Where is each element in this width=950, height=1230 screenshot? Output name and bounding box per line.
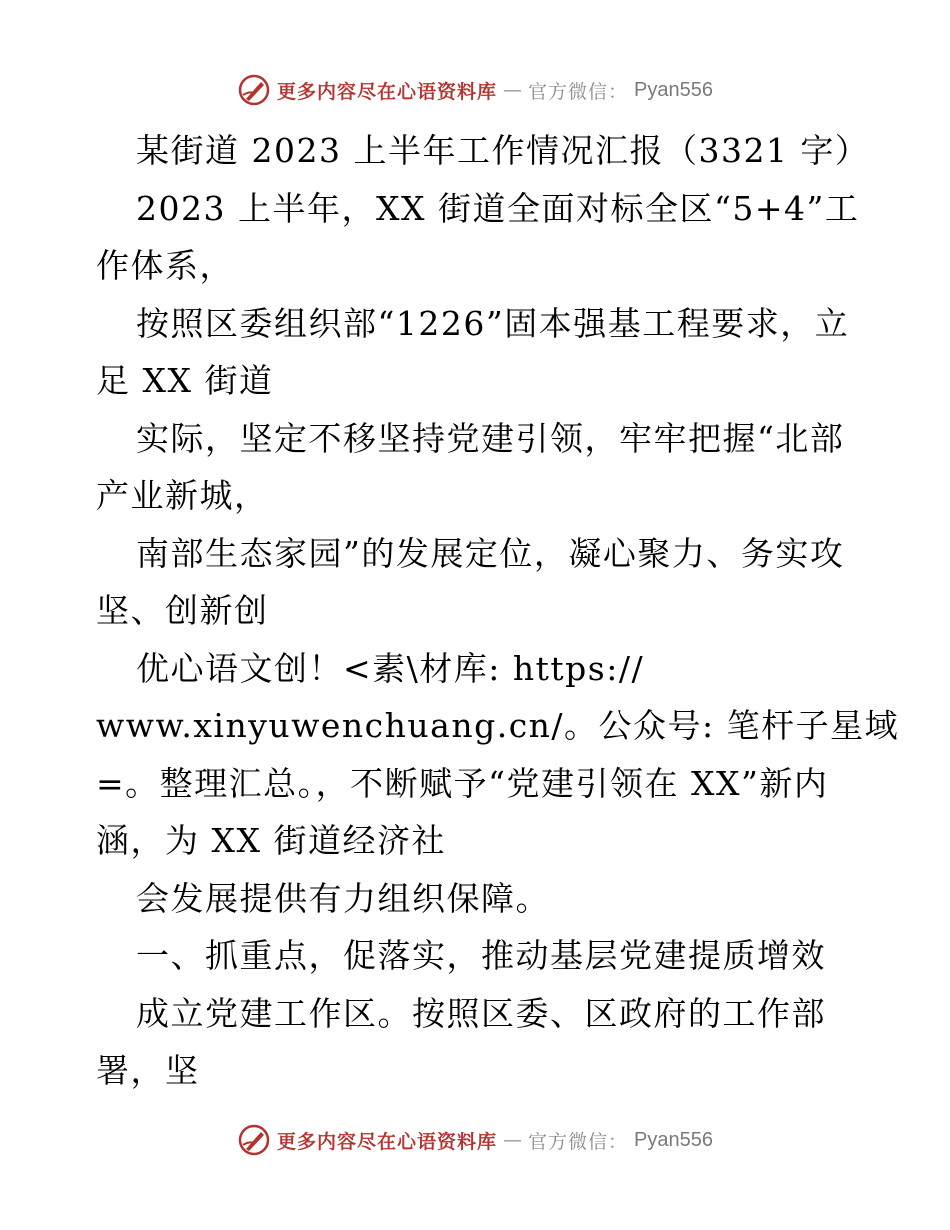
paragraph-line: 坚、创新创 — [96, 591, 269, 630]
feather-pen-logo-icon — [237, 73, 271, 107]
paragraph-line: 2023 上半年，XX 街道全面对标全区“5+4”工 — [136, 188, 860, 228]
paragraph-line: 署，坚 — [96, 1051, 200, 1090]
section-heading: 一、抓重点，促落实，推动基层党建提质增效 — [136, 936, 826, 975]
feather-pen-logo-icon — [237, 1123, 271, 1157]
paragraph-line: 会发展提供有力组织保障。 — [136, 878, 550, 918]
paragraph-line: 足 XX 街道 — [96, 361, 274, 400]
paragraph-line: 实际，坚定不移坚持党建引领，牢牢把握“北部 — [136, 418, 845, 458]
footer-banner-dash: — — [503, 1129, 523, 1151]
paragraph-line: 涵，为 XX 街道经济社 — [96, 821, 446, 860]
paragraph-line: www.xinyuwenchuang.cn/。公众号: 笔杆子星域 — [96, 706, 900, 745]
footer-banner-sub-text: 官方微信： — [528, 1130, 629, 1153]
header-banner-sub-text: 官方微信： — [528, 80, 629, 103]
document-title: 某街道 2023 上半年工作情况汇报（3321 字） — [136, 131, 870, 170]
paragraph-line: 作体系， — [96, 246, 234, 285]
footer-banner-handle: Pyan556 — [634, 1128, 713, 1151]
header-banner-handle: Pyan556 — [634, 78, 713, 101]
paragraph-line: 按照区委组织部“1226”固本强基工程要求，立 — [136, 303, 850, 343]
paragraph-line: 优心语文创！<素\材库: https:// — [136, 648, 645, 688]
header-banner-main-text: 更多内容尽在心语资料库 — [277, 80, 498, 103]
header-banner-dash: — — [503, 79, 523, 101]
paragraph-line: 产业新城， — [96, 476, 269, 515]
footer-banner — [0, 1120, 950, 1160]
paragraph-line: =。整理汇总。，不断赋予“党建引领在 XX”新内 — [96, 763, 829, 803]
footer-banner-main-text: 更多内容尽在心语资料库 — [277, 1130, 498, 1153]
paragraph-line: 成立党建工作区。按照区委、区政府的工作部 — [136, 993, 826, 1033]
header-banner — [0, 70, 950, 110]
document-body — [96, 122, 900, 1100]
paragraph-line: 南部生态家园”的发展定位，凝心聚力、务实攻 — [136, 533, 845, 573]
